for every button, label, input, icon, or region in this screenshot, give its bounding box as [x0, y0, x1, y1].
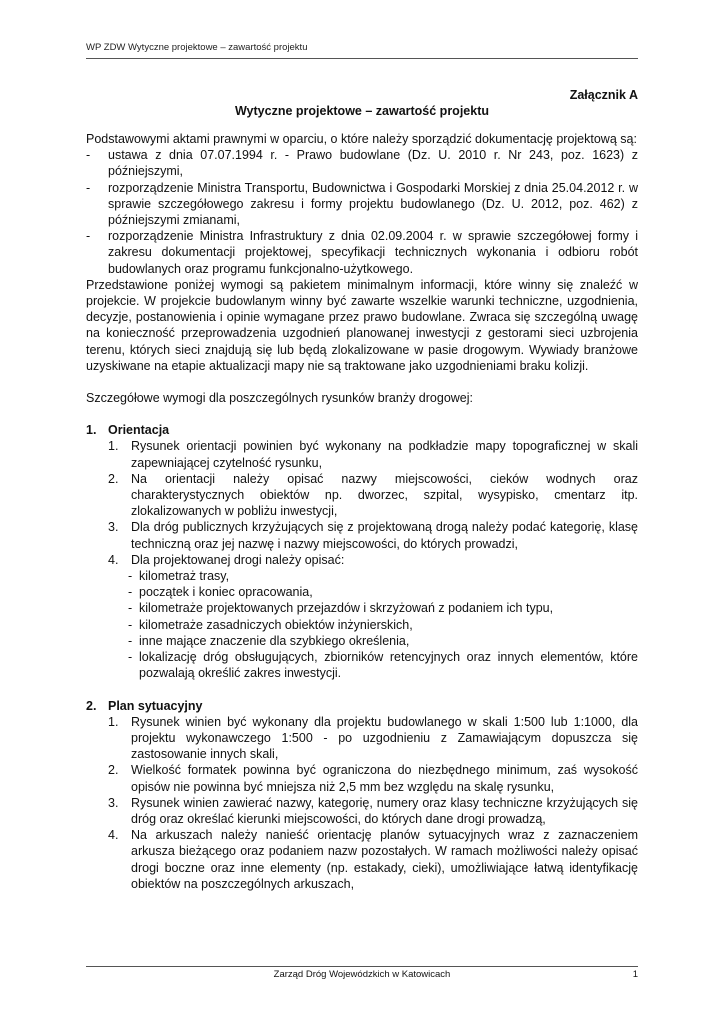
detail-intro-paragraph: Szczegółowe wymogi dla poszczególnych rysunków branży drogowej:: [86, 391, 473, 406]
legal-act-item: - ustawa z dnia 07.07.1994 r. - Prawo budowlane (Dz. U. 2010 r. Nr 243, poz. 1623) z późniejszymi,: [86, 148, 638, 179]
document-title: Wytyczne projektowe – zawartość projektu: [234, 104, 489, 118]
section-heading-plan-sytuacyjny: 2. Plan sytuacyjny: [86, 698, 203, 713]
list-item: 1. Rysunek winien być wykonany dla projektu budowlanego w skali 1:500 lub 1:1000, dla projektu wykonawczego 1:500 - po uzgodnieniu z Zamawiającym dopuszcza się zastosowanie innych skali,: [108, 714, 638, 762]
requirements-paragraph: Przedstawione poniżej wymogi są pakietem minimalnym informacji, które winny się znaleźć w projekcie. W projekcie budowlanym winny być zawarte wszelkie warunki techniczne, uzgodnienia, decyzje, postanowienia i opinie wymagane przez prawo budowlane. Zwraca się szczególną uwagę na konieczność przeprowadzenia uzgodnień planowanej inwestycji z gestorami sieci uzbrojenia terenu, których sieci znajdują się lub będą zlokalizowane w pasie drogowym. Wywiady branżowe uzyskiwane na etapie aktualizacji mapy nie są traktowane jako uzgodnieniami braku kolizji.: [86, 277, 638, 373]
legal-act-item: - rozporządzenie Ministra Transportu, Budownictwa i Gospodarki Morskiej z dnia 25.04.2012 r. w sprawie szczegółowego zakresu i formy projektu budowlanego (Dz. U. 2012, poz. 462) z późniejszymi zmianami,: [86, 180, 638, 228]
section-heading-orientacja: 1. Orientacja: [86, 423, 170, 438]
list-item: 2. Wielkość formatek powinna być ograniczona do niezbędnego minimum, zaś wysokość opisów nie powinna być mniejsza niż 2,5 mm bez względu na skalę rysunku,: [108, 763, 638, 794]
footer-organization: Zarząd Dróg Wojewódzkich w Katowicach: [273, 969, 451, 980]
document-body: [86, 131, 638, 892]
footer-divider: [86, 966, 638, 967]
list-item: 3. Dla dróg publicznych krzyżujących się z projektowaną drogą należy podać kategorię, klasę techniczną oraz jej nazwę i nazwy miejscowości, do których prowadzi,: [108, 520, 638, 551]
page-number: 1: [632, 969, 638, 980]
running-header: WP ZDW Wytyczne projektowe – zawartość projektu: [86, 42, 308, 53]
intro-paragraph: Podstawowymi aktami prawnymi w oparciu, o które należy sporządzić dokumentację projektową są:: [86, 132, 637, 146]
list-item: 3. Rysunek winien zawierać nazwy, kategorię, numery oraz klasy techniczne krzyżujących się dróg oraz określać kierunki miejscowości, do których dane drogi prowadzą,: [108, 795, 638, 826]
list-item: 4. Dla projektowanej drogi należy opisać:: [108, 552, 345, 567]
sub-list-item: - kilometraż trasy,: [128, 569, 230, 584]
list-item: 1. Rysunek orientacji powinien być wykonany na podkładzie mapy topograficznej w skali zapewniającej czytelność rysunku,: [108, 439, 638, 470]
annex-label: Załącznik A: [569, 88, 638, 102]
sub-list-item: - lokalizację dróg obsługujących, zbiorników retencyjnych oraz innych elementów, które pozwalają określić zakres inwestycji.: [128, 650, 638, 681]
list-item: 2. Na orientacji należy opisać nazwy miejscowości, cieków wodnych oraz charakterystycznych obiektów np. dworzec, szpital, wysypisko, cmentarz itp. zlokalizowanych w pobliżu inwestycji,: [108, 471, 638, 519]
sub-list-item: - kilometraże zasadniczych obiektów inżynierskich,: [128, 617, 413, 632]
list-item: 4. Na arkuszach należy nanieść orientację planów sytuacyjnych wraz z zaznaczeniem arkusza bieżącego oraz podaniem nazw pozostałych. W ramach możliwości należy opisać drogi boczne oraz inne elementy (np. estakady, cieki), umożliwiające łatwą identyfikację obiektów na poszczególnych arkuszach,: [108, 828, 638, 891]
sub-list-item: - inne mające znaczenie dla szybkiego określenia,: [128, 633, 410, 648]
sub-list-item: - kilometraże projektowanych przejazdów i skrzyżowań z podaniem ich typu,: [128, 601, 554, 616]
header-divider: [86, 58, 638, 59]
sub-list-item: - początek i koniec opracowania,: [128, 585, 313, 600]
legal-act-item: - rozporządzenie Ministra Infrastruktury z dnia 02.09.2004 r. w sprawie szczegółowej formy i zakresu dokumentacji projektowej, specyfikacji technicznych wykonania i odbioru robót budowlanych oraz programu funkcjonalno-użytkowego.: [86, 229, 638, 276]
